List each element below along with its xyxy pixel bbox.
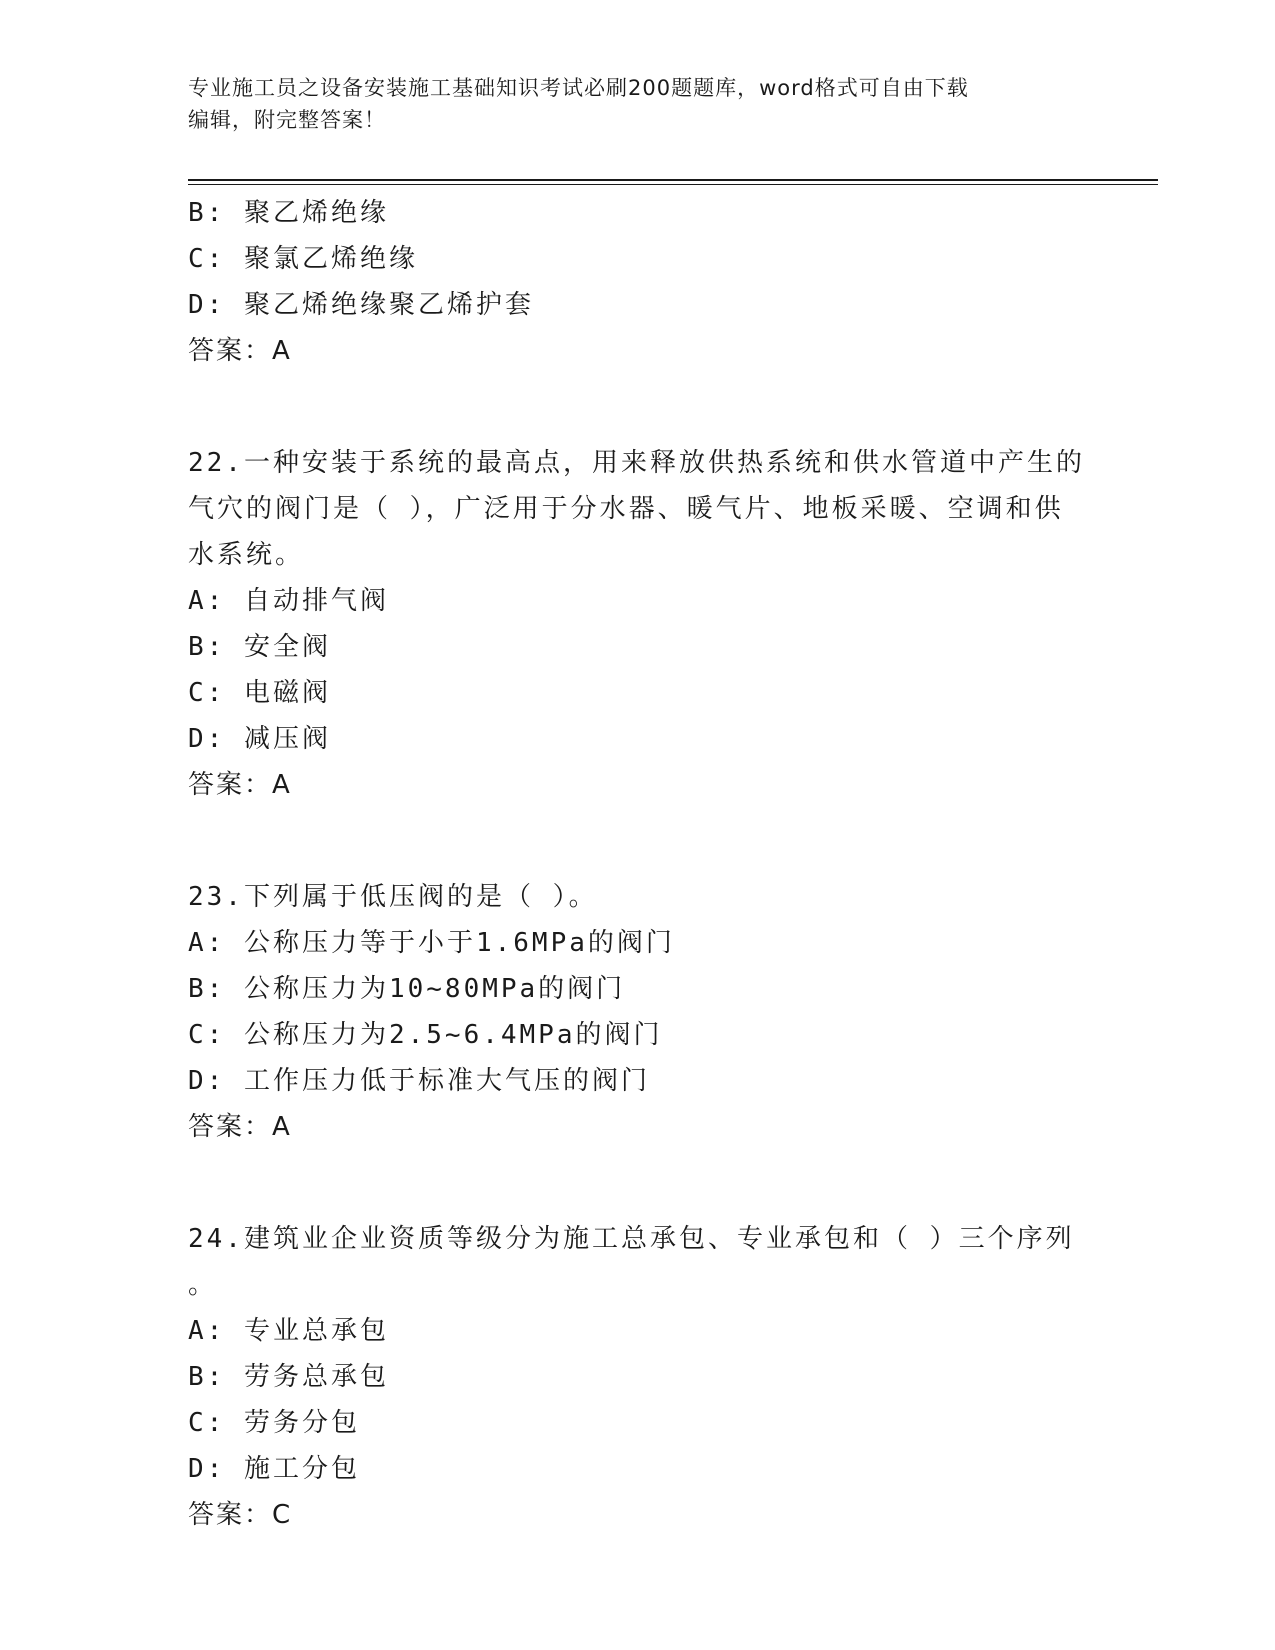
question-text-line: 22.一种安装于系统的最高点，用来释放供热系统和供水管道中产生的	[188, 448, 1085, 478]
option-c: C: 电磁阀	[188, 678, 331, 708]
option-a: A: 自动排气阀	[188, 586, 389, 616]
question-content	[188, 190, 1088, 1538]
spacer	[188, 1150, 1088, 1216]
option-a: A: 专业总承包	[188, 1316, 389, 1346]
header-divider-thin	[188, 184, 1158, 185]
question-text-line: 水系统。	[188, 540, 305, 570]
option-b: B: 劳务总承包	[188, 1362, 389, 1392]
option-d: D: 聚乙烯绝缘聚乙烯护套	[188, 290, 534, 320]
question-22	[188, 440, 1088, 808]
question-text-line: 。	[188, 1270, 218, 1300]
answer-label: 答案：C	[188, 1500, 293, 1530]
option-b: B: 公称压力为10~80MPa的阀门	[188, 974, 626, 1004]
spacer	[188, 374, 1088, 440]
document-header	[188, 72, 1068, 136]
option-b: B: 聚乙烯绝缘	[188, 198, 389, 228]
option-d: D: 工作压力低于标准大气压的阀门	[188, 1066, 650, 1096]
header-line-2: 编辑，附完整答案！	[188, 108, 386, 132]
question-text-line: 24.建筑业企业资质等级分为施工总承包、专业承包和（ ）三个序列	[188, 1224, 1075, 1254]
question-23	[188, 874, 1088, 1150]
question-24	[188, 1216, 1088, 1538]
header-divider-thick	[188, 179, 1158, 181]
answer-label: 答案：A	[188, 1112, 292, 1142]
option-d: D: 减压阀	[188, 724, 331, 754]
header-line-1: 专业施工员之设备安装施工基础知识考试必刷200题题库，word格式可自由下载	[188, 76, 969, 100]
option-d: D: 施工分包	[188, 1454, 360, 1484]
option-c: C: 聚氯乙烯绝缘	[188, 244, 418, 274]
option-c: C: 劳务分包	[188, 1408, 360, 1438]
option-c: C: 公称压力为2.5~6.4MPa的阀门	[188, 1020, 663, 1050]
spacer	[188, 808, 1088, 874]
question-text-line: 气穴的阀门是（ ），广泛用于分水器、暖气片、地板采暖、空调和供	[188, 494, 1064, 524]
answer-label: 答案：A	[188, 770, 292, 800]
question-21-tail	[188, 190, 1088, 374]
question-text-line: 23.下列属于低压阀的是（ ）。	[188, 882, 598, 912]
option-a: A: 公称压力等于小于1.6MPa的阀门	[188, 928, 675, 958]
answer-label: 答案：A	[188, 336, 292, 366]
option-b: B: 安全阀	[188, 632, 331, 662]
